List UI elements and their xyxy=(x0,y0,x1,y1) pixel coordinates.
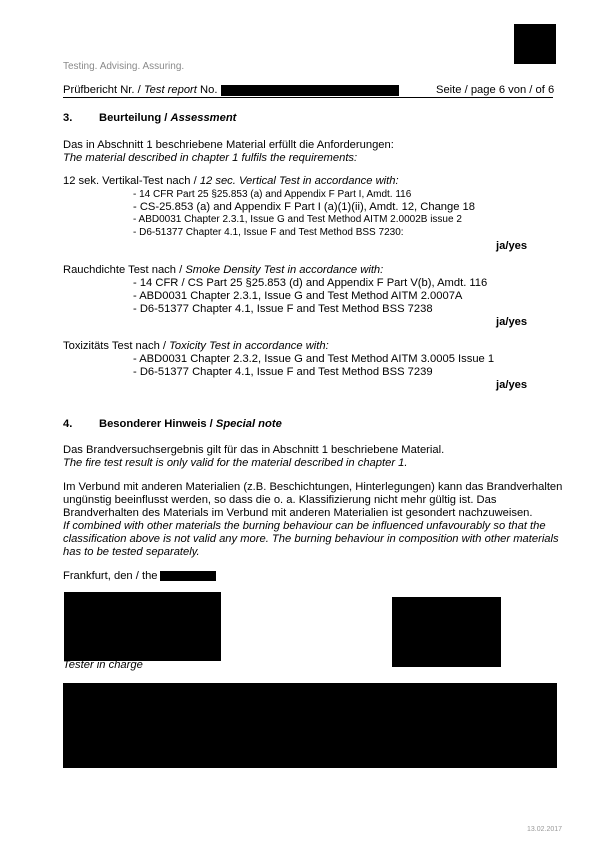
report-number-redacted xyxy=(221,85,399,96)
section4-p2-de-line: Brandverhalten des Materials im Verbund mit anderen Materialien ist gesondert nachzuweisen. xyxy=(63,507,533,519)
footer-date: 13.02.2017 xyxy=(527,826,563,833)
company-tagline: Testing. Advising. Assuring. xyxy=(63,61,185,72)
header-rule xyxy=(63,97,553,98)
vertical-test-label xyxy=(63,175,399,188)
smoke-item: - ABD0031 Chapter 2.3.1, Issue G and Test Method AITM 2.0007A xyxy=(133,290,463,302)
bottom-block-redacted xyxy=(63,683,557,768)
report-no-suffix: No. xyxy=(196,84,218,96)
section3-number: 3. xyxy=(63,112,73,124)
report-label-en: Test report xyxy=(143,84,197,96)
signature-right-redacted xyxy=(392,597,501,667)
date-redacted xyxy=(160,571,216,581)
place-date-label: Frankfurt, den / the xyxy=(63,570,158,582)
section4-p2-en-line: has to be tested separately. xyxy=(63,546,200,558)
toxicity-test-label xyxy=(63,340,329,353)
section4-title-en: Special note xyxy=(215,418,282,430)
toxicity-item: - D6-51377 Chapter 4.1, Issue F and Test Method BSS 7239 xyxy=(133,366,433,378)
section4-p2-en-line: If combined with other materials the burning behaviour can be influenced unfavourably so that the xyxy=(63,520,546,532)
section4-p2-de-line: Im Verbund mit anderen Materialien (z.B. Beschichtungen, Hinterlegungen) kann das Brandverhalten xyxy=(63,481,563,493)
section3-intro-en: The material described in chapter 1 fulfils the requirements: xyxy=(63,152,358,164)
page-number: Seite / page 6 von / of 6 xyxy=(436,84,555,96)
section4-title xyxy=(99,418,282,431)
toxicity-result: ja/yes xyxy=(496,379,528,391)
smoke-test-label xyxy=(63,264,383,277)
smoke-item: - 14 CFR / CS Part 25 §25.853 (d) and Appendix F Part V(b), Amdt. 116 xyxy=(133,277,488,289)
section4-number: 4. xyxy=(63,418,73,430)
vertical-item: - CS-25.853 (a) and Appendix F Part I (a)(1)(ii), Amdt. 12, Change 18 xyxy=(133,201,476,213)
report-number-line xyxy=(63,84,217,97)
signature-left-redacted xyxy=(64,592,221,661)
vertical-label-en: 12 sec. Vertical Test in accordance with: xyxy=(199,175,399,187)
smoke-label-en: Smoke Density Test in accordance with: xyxy=(185,264,384,276)
toxicity-item: - ABD0031 Chapter 2.3.2, Issue G and Test Method AITM 3.0005 Issue 1 xyxy=(133,353,495,365)
section3-intro-de: Das in Abschnitt 1 beschriebene Material erfüllt die Anforderungen: xyxy=(63,139,394,151)
section4-p2-de-line: ungünstig beeinflusst werden, so dass die o. a. Klassifizierung nicht mehr gültig ist. Das xyxy=(63,494,497,506)
section3-title xyxy=(99,112,236,125)
vertical-item: - D6-51377 Chapter 4.1, Issue F and Test Method BSS 7230: xyxy=(133,227,404,238)
smoke-label-de: Rauchdichte Test nach / xyxy=(63,264,186,276)
company-logo-redacted xyxy=(514,24,556,64)
vertical-item: - 14 CFR Part 25 §25.853 (a) and Appendix F Part I, Amdt. 116 xyxy=(133,189,412,200)
report-label-de: Prüfbericht Nr. / xyxy=(63,84,144,96)
tester-in-charge-label: Tester in charge xyxy=(63,659,143,671)
section4-p2-en-line: classification above is not valid any more. The burning behaviour in composition with other materials xyxy=(63,533,559,545)
section4-p1-de: Das Brandversuchsergebnis gilt für das in Abschnitt 1 beschriebene Material. xyxy=(63,444,445,456)
smoke-result: ja/yes xyxy=(496,316,528,328)
smoke-item: - D6-51377 Chapter 4.1, Issue F and Test Method BSS 7238 xyxy=(133,303,433,315)
section3-title-en: Assessment xyxy=(170,112,237,124)
toxicity-label-en: Toxicity Test in accordance with: xyxy=(169,340,329,352)
vertical-item: - ABD0031 Chapter 2.3.1, Issue G and Test Method AITM 2.0002B issue 2 xyxy=(133,214,462,225)
section4-title-de: Besonderer Hinweis / xyxy=(99,418,216,430)
toxicity-label-de: Toxizitäts Test nach / xyxy=(63,340,170,352)
vertical-label-de: 12 sek. Vertikal-Test nach / xyxy=(63,175,200,187)
section3-title-de: Beurteilung / xyxy=(99,112,171,124)
vertical-result: ja/yes xyxy=(496,240,528,252)
section4-p1-en: The fire test result is only valid for the material described in chapter 1. xyxy=(63,457,408,469)
